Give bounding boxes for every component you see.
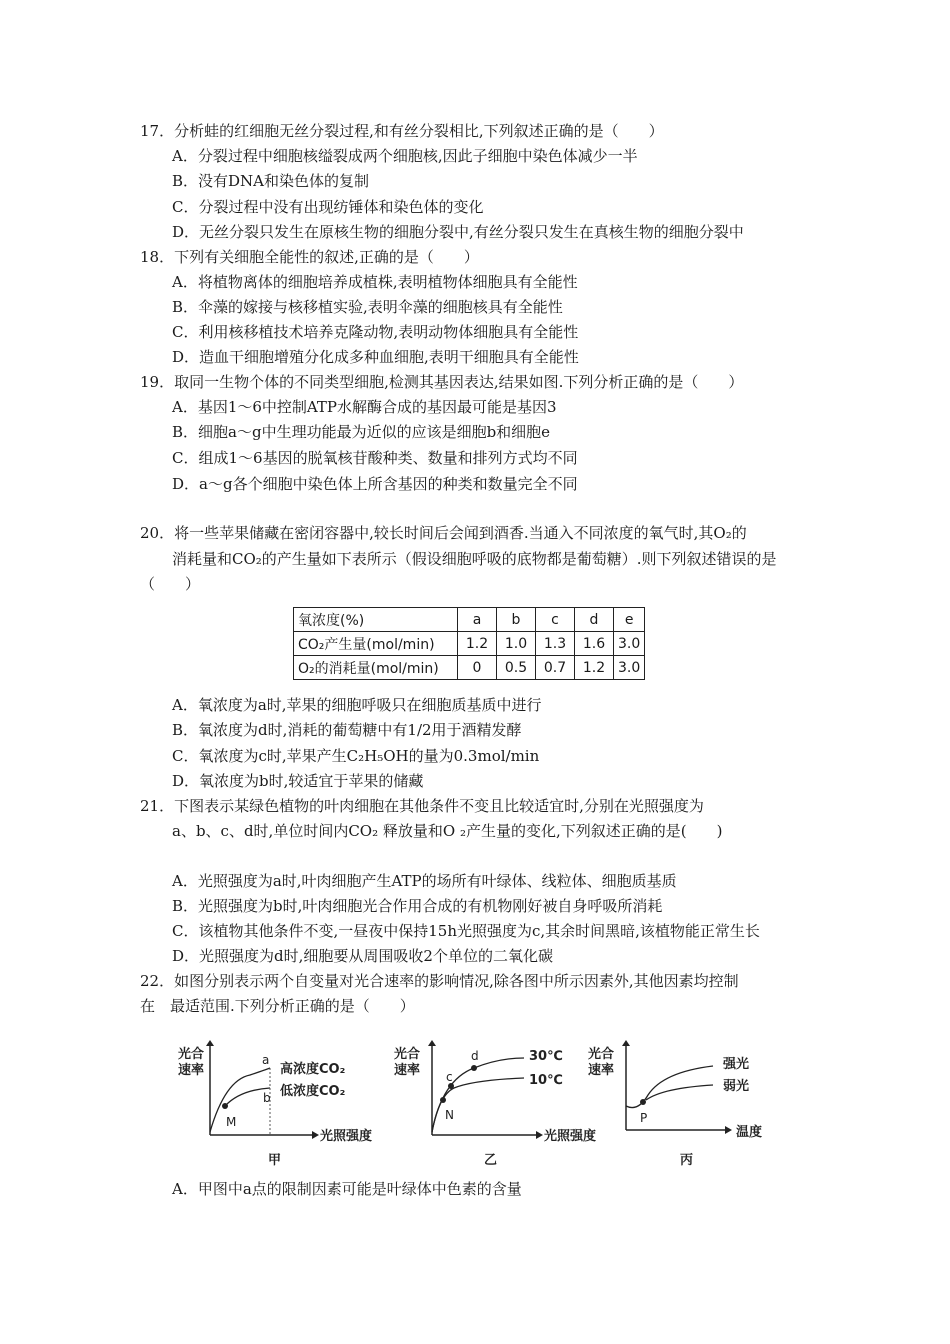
jia-label-a: a (262, 1053, 270, 1067)
q17-option-d: D．无丝分裂只发生在原核生物的细胞分裂中,有丝分裂只发生在真核生物的细胞分裂中 (172, 223, 744, 241)
jia-label-b: b (263, 1091, 271, 1105)
yi-caption: 乙 (484, 1153, 498, 1168)
jia-x-arrow (312, 1131, 319, 1139)
q21-stem-line2: a、b、c、d时,单位时间内CO₂ 释放量和O ₂产生量的变化,下列叙述正确的是( ) (172, 822, 723, 840)
q22-figures (170, 1040, 810, 1180)
table-cell: 3.0 (614, 632, 645, 656)
bing-legend-low: 弱光 (723, 1079, 750, 1094)
q21-option-a: A．光照强度为a时,叶肉细胞产生ATP的场所有叶绿体、线粒体、细胞质基质 (172, 872, 677, 890)
bing-caption: 丙 (680, 1153, 694, 1168)
yi-xlabel: 光照强度 (544, 1129, 597, 1144)
jia-legend-high: 高浓度CO₂ (280, 1062, 346, 1077)
q22-figures-svg (170, 1040, 810, 1180)
bing-legend-high: 强光 (723, 1057, 750, 1072)
q21-option-d: D．光照强度为d时,细胞要从周围吸收2个单位的二氧化碳 (172, 947, 553, 965)
bing-label-p: P (640, 1111, 648, 1125)
q21-option-c: C．该植物其他条件不变,一昼夜中保持15h光照强度为c,其余时间黑暗,该植物能正常生长 (172, 922, 760, 940)
q22-option-a: A．甲图中a点的限制因素可能是叶绿体中色素的含量 (172, 1180, 522, 1198)
jia-point-m (222, 1103, 228, 1109)
jia-y-arrow (206, 1040, 214, 1046)
q20-stem-line1: 20．将一些苹果储藏在密闭容器中,较长时间后会闻到酒香.当通入不同浓度的氧气时,其O₂的 (140, 524, 747, 542)
table-header-cell: b (497, 608, 536, 632)
yi-ylabel1: 光合 (394, 1047, 421, 1062)
bing-ylabel2: 速率 (588, 1063, 615, 1078)
table-header-cell: e (614, 608, 645, 632)
jia-ylabel1: 光合 (178, 1047, 205, 1062)
q17-option-a: A．分裂过程中细胞核缢裂成两个细胞核,因此子细胞中染色体减少一半 (172, 147, 638, 165)
q18-option-d: D．造血干细胞增殖分化成多种血细胞,表明干细胞具有全能性 (172, 348, 579, 366)
q19-stem: 19．取同一生物个体的不同类型细胞,检测其基因表达,结果如图.下列分析正确的是（ ） (140, 373, 744, 391)
bing-curve-high (626, 1066, 713, 1108)
table-cell: 0.5 (497, 656, 536, 680)
yi-ylabel2: 速率 (394, 1063, 421, 1078)
q20-stem-line3: （ ） (140, 575, 201, 593)
table-cell: 0 (458, 656, 497, 680)
table-cell: 1.0 (497, 632, 536, 656)
table-row (294, 632, 645, 656)
q20-option-b: B．氧浓度为d时,消耗的葡萄糖中有1/2用于酒精发酵 (172, 721, 522, 739)
bing-xlabel: 温度 (736, 1125, 763, 1140)
yi-legend-high: 30℃ (529, 1049, 563, 1064)
yi-curve-low (432, 1078, 524, 1132)
q18-option-c: C．利用核移植技术培养克隆动物,表明动物体细胞具有全能性 (172, 323, 579, 341)
q18-option-b: B．伞藻的嫁接与核移植实验,表明伞藻的细胞核具有全能性 (172, 298, 563, 316)
q20-option-a: A．氧浓度为a时,苹果的细胞呼吸只在细胞质基质中进行 (172, 696, 542, 714)
oxygen-table (293, 607, 645, 680)
yi-label-n: N (445, 1108, 454, 1122)
q19-option-d: D．a～g各个细胞中染色体上所含基因的种类和数量完全不同 (172, 475, 578, 493)
jia-xlabel: 光照强度 (320, 1129, 373, 1144)
bing-point-p (640, 1099, 646, 1105)
yi-label-c: c (446, 1070, 453, 1084)
q22-stem-line1: 22．如图分别表示两个自变量对光合速率的影响情况,除各图中所示因素外,其他因素均控制 (140, 972, 739, 990)
bing-ylabel1: 光合 (588, 1047, 615, 1062)
q17-option-c: C．分裂过程中没有出现纺锤体和染色体的变化 (172, 198, 484, 216)
yi-y-arrow (428, 1040, 436, 1046)
table-header-row (294, 608, 645, 632)
table-cell: 1.6 (575, 632, 614, 656)
bing-y-arrow (622, 1040, 630, 1046)
q22-stem-line2: 在 最适范围.下列分析正确的是（ ） (140, 997, 415, 1015)
jia-legend-low: 低浓度CO₂ (280, 1084, 346, 1099)
q17-option-b: B．没有DNA和染色体的复制 (172, 172, 370, 190)
table-header-cell: 氧浓度(%) (294, 608, 458, 632)
table-cell: O₂的消耗量(mol/min) (294, 656, 458, 680)
jia-caption: 甲 (268, 1153, 282, 1168)
table-header-cell: a (458, 608, 497, 632)
q19-option-a: A．基因1～6中控制ATP水解酶合成的基因最可能是基因3 (172, 398, 557, 416)
jia-curve-high (210, 1068, 270, 1132)
figure-yi (394, 1040, 596, 1168)
table-cell: CO₂产生量(mol/min) (294, 632, 458, 656)
bing-curve-low (646, 1085, 713, 1100)
figure-bing (588, 1040, 762, 1168)
table-cell: 1.2 (458, 632, 497, 656)
q17-stem: 17．分析蛙的红细胞无丝分裂过程,和有丝分裂相比,下列叙述正确的是（ ） (140, 122, 664, 140)
yi-point-n (440, 1097, 446, 1103)
q21-stem-line1: 21．下图表示某绿色植物的叶肉细胞在其他条件不变且比较适宜时,分别在光照强度为 (140, 797, 704, 815)
q20-option-d: D．氧浓度为b时,较适宜于苹果的储藏 (172, 772, 424, 790)
table-cell: 1.3 (536, 632, 575, 656)
yi-label-d: d (471, 1049, 479, 1063)
table-header-cell: d (575, 608, 614, 632)
table-header-cell: c (536, 608, 575, 632)
q19-option-b: B．细胞a～g中生理功能最为近似的应该是细胞b和细胞e (172, 423, 551, 441)
q21-option-b: B．光照强度为b时,叶肉细胞光合作用合成的有机物刚好被自身呼吸所消耗 (172, 897, 663, 915)
yi-legend-low: 10℃ (529, 1073, 563, 1088)
q20-stem-line2: 消耗量和CO₂的产生量如下表所示（假设细胞呼吸的底物都是葡萄糖）.则下列叙述错误的是 (172, 550, 777, 568)
table-row (294, 656, 645, 680)
q18-option-a: A．将植物离体的细胞培养成植株,表明植物体细胞具有全能性 (172, 273, 578, 291)
jia-ylabel2: 速率 (178, 1063, 205, 1078)
jia-label-m: M (226, 1115, 237, 1129)
bing-x-arrow (725, 1126, 732, 1134)
table-cell: 0.7 (536, 656, 575, 680)
q20-option-c: C．氧浓度为c时,苹果产生C₂H₅OH的量为0.3mol/min (172, 747, 540, 765)
q19-option-c: C．组成1～6基因的脱氧核苷酸种类、数量和排列方式均不同 (172, 449, 578, 467)
table-cell: 3.0 (614, 656, 645, 680)
figure-jia (178, 1040, 372, 1168)
table-cell: 1.2 (575, 656, 614, 680)
yi-x-arrow (536, 1131, 543, 1139)
q18-stem: 18．下列有关细胞全能性的叙述,正确的是（ ） (140, 248, 479, 266)
yi-point-d (471, 1065, 477, 1071)
